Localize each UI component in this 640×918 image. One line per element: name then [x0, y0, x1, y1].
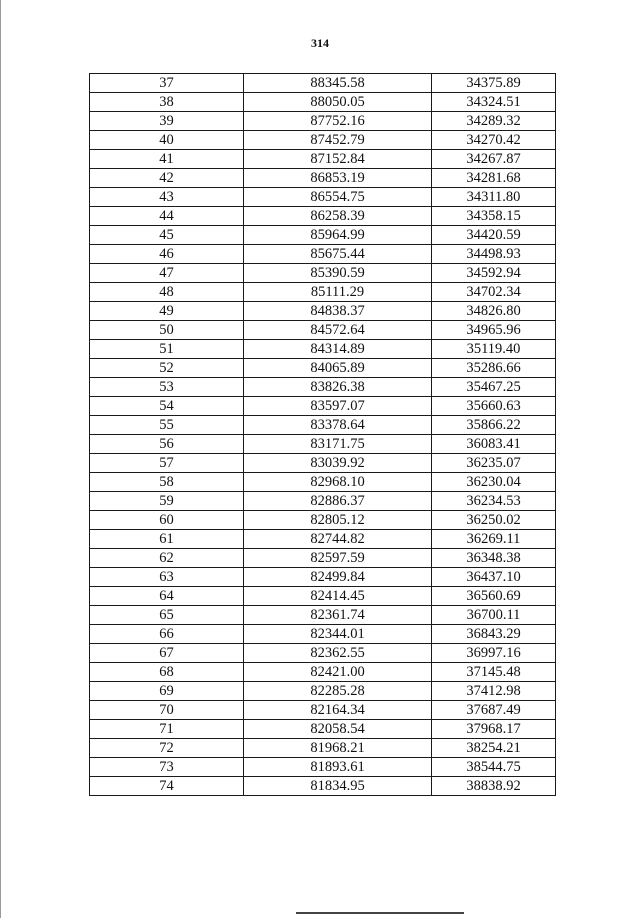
y-coordinate-cell: 36843.29 — [432, 625, 556, 644]
table-row — [90, 758, 556, 777]
x-coordinate-cell: 83597.07 — [244, 397, 432, 416]
x-coordinate-cell: 85675.44 — [244, 245, 432, 264]
point-number-cell: 73 — [90, 758, 244, 777]
table-row — [90, 663, 556, 682]
x-coordinate-cell: 82058.54 — [244, 720, 432, 739]
point-number-cell: 72 — [90, 739, 244, 758]
point-number-cell: 55 — [90, 416, 244, 435]
point-number-cell: 58 — [90, 473, 244, 492]
table-row — [90, 549, 556, 568]
x-coordinate-cell: 82344.01 — [244, 625, 432, 644]
y-coordinate-cell: 36235.07 — [432, 454, 556, 473]
point-number-cell: 56 — [90, 435, 244, 454]
point-number-cell: 48 — [90, 283, 244, 302]
x-coordinate-cell: 82285.28 — [244, 682, 432, 701]
x-coordinate-cell: 82744.82 — [244, 530, 432, 549]
y-coordinate-cell: 34289.32 — [432, 112, 556, 131]
x-coordinate-cell: 81893.61 — [244, 758, 432, 777]
point-number-cell: 44 — [90, 207, 244, 226]
x-coordinate-cell: 86554.75 — [244, 188, 432, 207]
y-coordinate-cell: 35467.25 — [432, 378, 556, 397]
table-row — [90, 435, 556, 454]
y-coordinate-cell: 37968.17 — [432, 720, 556, 739]
x-coordinate-cell: 82886.37 — [244, 492, 432, 511]
y-coordinate-cell: 36997.16 — [432, 644, 556, 663]
y-coordinate-cell: 35119.40 — [432, 340, 556, 359]
table-row — [90, 644, 556, 663]
x-coordinate-cell: 82421.00 — [244, 663, 432, 682]
point-number-cell: 62 — [90, 549, 244, 568]
point-number-cell: 69 — [90, 682, 244, 701]
x-coordinate-cell: 83826.38 — [244, 378, 432, 397]
x-coordinate-cell: 84572.64 — [244, 321, 432, 340]
x-coordinate-cell: 82597.59 — [244, 549, 432, 568]
table-row — [90, 492, 556, 511]
table-row — [90, 150, 556, 169]
point-number-cell: 57 — [90, 454, 244, 473]
x-coordinate-cell: 83378.64 — [244, 416, 432, 435]
point-number-cell: 37 — [90, 74, 244, 93]
x-coordinate-cell: 83171.75 — [244, 435, 432, 454]
point-number-cell: 42 — [90, 169, 244, 188]
coordinates-table — [89, 73, 556, 796]
table-row — [90, 625, 556, 644]
point-number-cell: 61 — [90, 530, 244, 549]
point-number-cell: 65 — [90, 606, 244, 625]
table-row — [90, 188, 556, 207]
table-row — [90, 397, 556, 416]
y-coordinate-cell: 34498.93 — [432, 245, 556, 264]
y-coordinate-cell: 36348.38 — [432, 549, 556, 568]
x-coordinate-cell: 87752.16 — [244, 112, 432, 131]
point-number-cell: 52 — [90, 359, 244, 378]
y-coordinate-cell: 38254.21 — [432, 739, 556, 758]
table-row — [90, 207, 556, 226]
y-coordinate-cell: 34420.59 — [432, 226, 556, 245]
y-coordinate-cell: 34358.15 — [432, 207, 556, 226]
y-coordinate-cell: 36437.10 — [432, 568, 556, 587]
y-coordinate-cell: 34281.68 — [432, 169, 556, 188]
table-row — [90, 131, 556, 150]
point-number-cell: 45 — [90, 226, 244, 245]
point-number-cell: 59 — [90, 492, 244, 511]
y-coordinate-cell: 34324.51 — [432, 93, 556, 112]
x-coordinate-cell: 82361.74 — [244, 606, 432, 625]
y-coordinate-cell: 36230.04 — [432, 473, 556, 492]
table-row — [90, 302, 556, 321]
point-number-cell: 63 — [90, 568, 244, 587]
point-number-cell: 54 — [90, 397, 244, 416]
table-row — [90, 245, 556, 264]
x-coordinate-cell: 86853.19 — [244, 169, 432, 188]
point-number-cell: 39 — [90, 112, 244, 131]
point-number-cell: 70 — [90, 701, 244, 720]
point-number-cell: 66 — [90, 625, 244, 644]
scan-mark — [296, 912, 464, 914]
table-row — [90, 454, 556, 473]
x-coordinate-cell: 84838.37 — [244, 302, 432, 321]
x-coordinate-cell: 81834.95 — [244, 777, 432, 796]
y-coordinate-cell: 37687.49 — [432, 701, 556, 720]
x-coordinate-cell: 85390.59 — [244, 264, 432, 283]
point-number-cell: 64 — [90, 587, 244, 606]
x-coordinate-cell: 85964.99 — [244, 226, 432, 245]
point-number-cell: 50 — [90, 321, 244, 340]
y-coordinate-cell: 34965.96 — [432, 321, 556, 340]
x-coordinate-cell: 84314.89 — [244, 340, 432, 359]
table-row — [90, 264, 556, 283]
x-coordinate-cell: 87452.79 — [244, 131, 432, 150]
y-coordinate-cell: 37145.48 — [432, 663, 556, 682]
point-number-cell: 40 — [90, 131, 244, 150]
x-coordinate-cell: 81968.21 — [244, 739, 432, 758]
table-row — [90, 530, 556, 549]
x-coordinate-cell: 82499.84 — [244, 568, 432, 587]
y-coordinate-cell: 34592.94 — [432, 264, 556, 283]
table-row — [90, 416, 556, 435]
table-row — [90, 74, 556, 93]
table-row — [90, 682, 556, 701]
page-number: 314 — [311, 36, 329, 50]
table-row — [90, 226, 556, 245]
x-coordinate-cell: 82968.10 — [244, 473, 432, 492]
table-row — [90, 112, 556, 131]
table-row — [90, 568, 556, 587]
x-coordinate-cell: 87152.84 — [244, 150, 432, 169]
y-coordinate-cell: 35286.66 — [432, 359, 556, 378]
y-coordinate-cell: 34311.80 — [432, 188, 556, 207]
table-row — [90, 473, 556, 492]
y-coordinate-cell: 35866.22 — [432, 416, 556, 435]
table-row — [90, 777, 556, 796]
table-row — [90, 169, 556, 188]
y-coordinate-cell: 37412.98 — [432, 682, 556, 701]
y-coordinate-cell: 36560.69 — [432, 587, 556, 606]
point-number-cell: 41 — [90, 150, 244, 169]
y-coordinate-cell: 34270.42 — [432, 131, 556, 150]
y-coordinate-cell: 34702.34 — [432, 283, 556, 302]
table-row — [90, 511, 556, 530]
page-edge-line — [0, 0, 1, 918]
y-coordinate-cell: 35660.63 — [432, 397, 556, 416]
y-coordinate-cell: 36234.53 — [432, 492, 556, 511]
table-row — [90, 340, 556, 359]
x-coordinate-cell: 83039.92 — [244, 454, 432, 473]
x-coordinate-cell: 88345.58 — [244, 74, 432, 93]
point-number-cell: 68 — [90, 663, 244, 682]
point-number-cell: 49 — [90, 302, 244, 321]
point-number-cell: 38 — [90, 93, 244, 112]
table-row — [90, 359, 556, 378]
point-number-cell: 53 — [90, 378, 244, 397]
x-coordinate-cell: 82414.45 — [244, 587, 432, 606]
y-coordinate-cell: 36250.02 — [432, 511, 556, 530]
table-row — [90, 283, 556, 302]
table-row — [90, 321, 556, 340]
point-number-cell: 74 — [90, 777, 244, 796]
table-row — [90, 720, 556, 739]
table-row — [90, 587, 556, 606]
table-row — [90, 378, 556, 397]
x-coordinate-cell: 82164.34 — [244, 701, 432, 720]
y-coordinate-cell: 34826.80 — [432, 302, 556, 321]
point-number-cell: 51 — [90, 340, 244, 359]
y-coordinate-cell: 34267.87 — [432, 150, 556, 169]
y-coordinate-cell: 36700.11 — [432, 606, 556, 625]
point-number-cell: 71 — [90, 720, 244, 739]
table-row — [90, 606, 556, 625]
x-coordinate-cell: 86258.39 — [244, 207, 432, 226]
y-coordinate-cell: 36269.11 — [432, 530, 556, 549]
point-number-cell: 43 — [90, 188, 244, 207]
table-row — [90, 739, 556, 758]
y-coordinate-cell: 38544.75 — [432, 758, 556, 777]
coordinates-table-body — [90, 74, 556, 796]
x-coordinate-cell: 82805.12 — [244, 511, 432, 530]
y-coordinate-cell: 36083.41 — [432, 435, 556, 454]
x-coordinate-cell: 88050.05 — [244, 93, 432, 112]
x-coordinate-cell: 84065.89 — [244, 359, 432, 378]
table-row — [90, 93, 556, 112]
table-row — [90, 701, 556, 720]
y-coordinate-cell: 38838.92 — [432, 777, 556, 796]
point-number-cell: 67 — [90, 644, 244, 663]
x-coordinate-cell: 85111.29 — [244, 283, 432, 302]
x-coordinate-cell: 82362.55 — [244, 644, 432, 663]
point-number-cell: 60 — [90, 511, 244, 530]
y-coordinate-cell: 34375.89 — [432, 74, 556, 93]
point-number-cell: 46 — [90, 245, 244, 264]
point-number-cell: 47 — [90, 264, 244, 283]
